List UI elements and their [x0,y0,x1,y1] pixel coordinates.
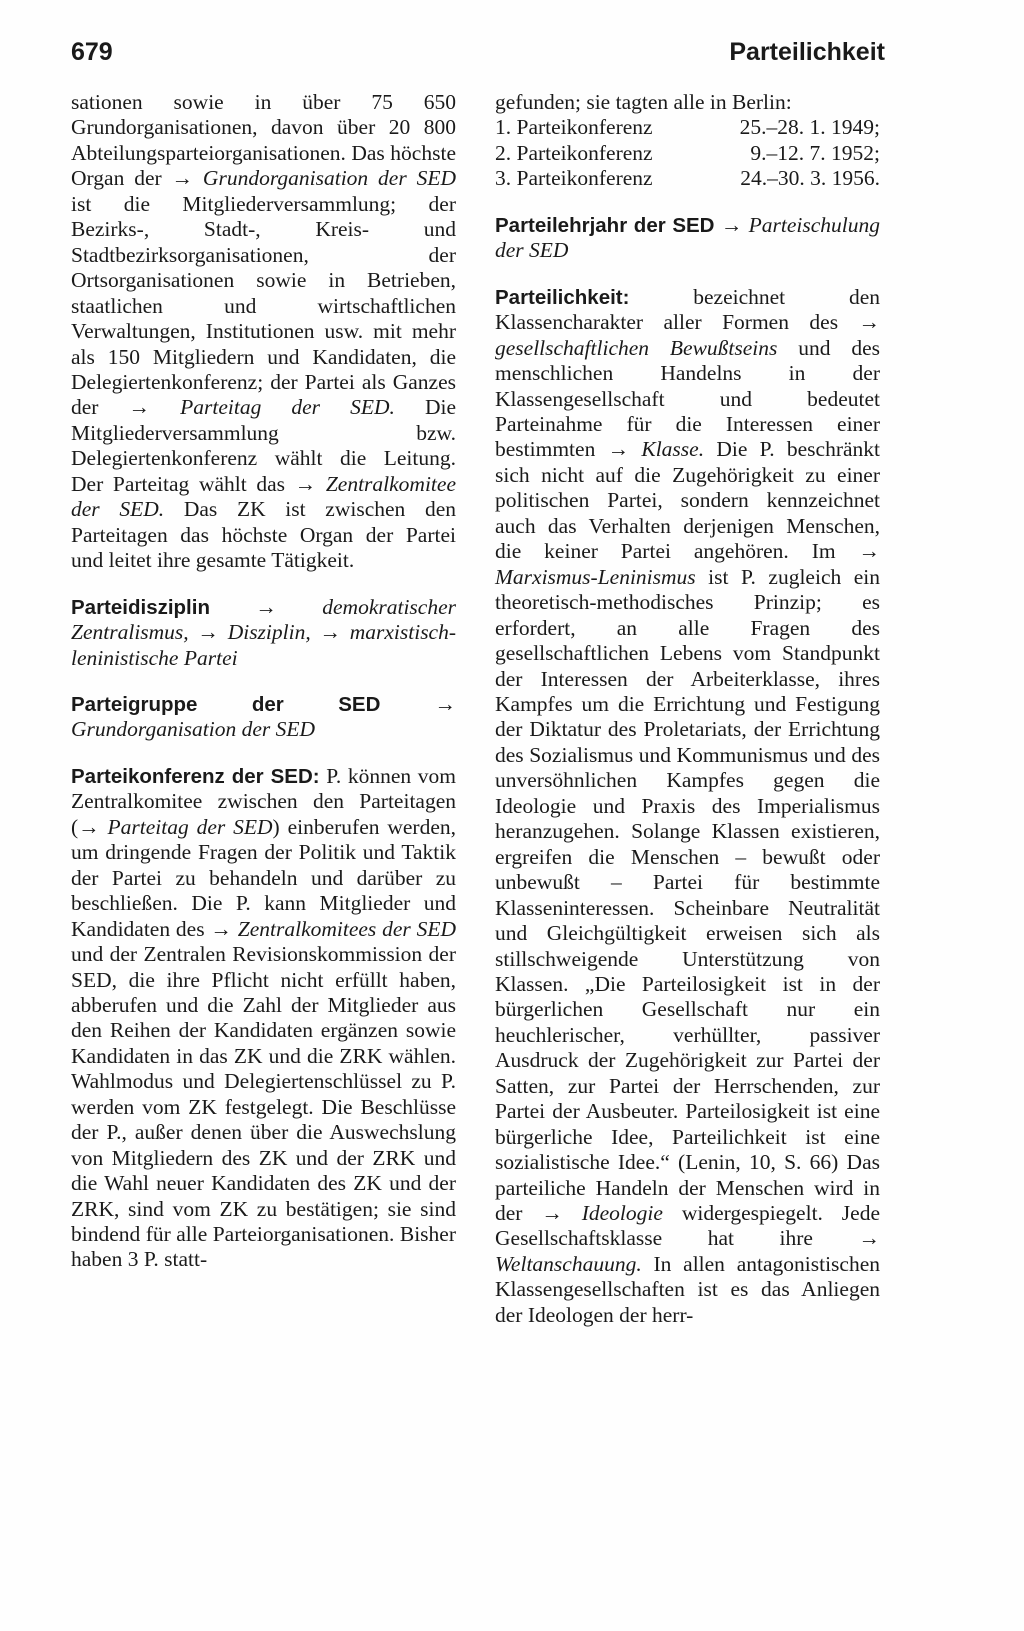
conference-label: 3. Parteikonferenz [495,166,653,191]
body-text: ist P. zugleich ein theoretisch-methodisches Prinzip; es erfordert, an alle Fragen des gesellschaftlichen Lebens vom Standpunkt der Interessen der Arbeiterklasse, ihres Kampfes um die Errichtung und Festigung der Diktatur des Proletariats, der Errichtung des Sozialismus und Kommunismus und des unversöhnlichen Kampfes gegen die Ideologie und Praxis des Imperialismus heranzugehen. Solange Klassen existieren, ergreifen die Menschen – bewußt oder unbewußt – Partei für bestimmte Klasseninteressen. Scheinbare Neutralität und Gleichgültigkeit erweisen sich als stillschweigende Unterstützung von Klassen. „Die Parteilosigkeit ist in der bürgerlichen Gesellschaft nur ein heuchlerischer, verhüllter, passiver Ausdruck der Zugehörigkeit zur Partei der Satten, zur Partei der Herrschenden, zur Partei der Ausbeuter. Parteilosigkeit ist eine bürgerliche Idee, Parteilichkeit ist eine sozialistische Idee.“ (Lenin, 10, S. 66) Das parteiliche Handeln der Menschen wird in der [495,564,880,1226]
body-text: ist die Mitgliederversammlung; der Bezirks-, Stadt-, Kreis- und Stadtbezirksorganisationen, der Ortsorganisationen sowie in Betrieben, staatlichen und wirtschaftlichen Verwaltungen, Institutionen usw. mit mehr als 150 Mitgliedern und Kandidaten, die Delegiertenkonferenz; der Partei als Ganzes der [71,191,456,420]
cross-reference: Zentralkomitees der SED [237,916,457,941]
cross-reference: Marxismus-Leninismus [495,564,696,589]
cross-reference: Ideologie [581,1201,663,1226]
headword: Parteidisziplin [71,595,210,619]
entry-parteigruppe [71,692,456,743]
arrow-icon: → [858,539,880,564]
cross-reference: demokratischer Zentralismus, [71,594,456,645]
left-column [71,90,456,1273]
body-text: bezeichnet den Klassencharakter aller Formen des [495,284,880,335]
running-head: Parteilichkeit [729,38,885,66]
cross-reference: Klasse. [641,437,705,462]
entry-parteilichkeit [495,285,880,1329]
cross-reference: Grundorganisation der SED [71,717,316,742]
cross-reference: marxistisch-leninistische Partei [71,620,457,670]
cross-reference: Grundorganisation der SED [202,166,456,191]
arrow-icon: → [210,916,238,941]
entry-parteikonferenz [71,764,456,1273]
conference-date: 25.–28. 1. 1949; [739,115,880,140]
right-column [495,90,880,1328]
arrow-icon: → [858,310,880,335]
body-text: und des menschlichen Handelns in der Klassengesellschaft und bedeutet Parteinahme für die Interessen einer bestimmten [495,335,880,462]
headword: Parteilehrjahr der SED [495,213,715,237]
conference-row [495,141,880,166]
arrow-icon: → [209,594,323,619]
cross-reference: Disziplin, [227,620,311,645]
conference-list [495,90,880,115]
arrow-icon: → [858,1226,880,1251]
conference-date: 9.–12. 7. 1952; [750,140,880,165]
headword: Parteilichkeit: [495,285,630,309]
body-text: und der Zentralen Revisionskommission der SED, die ihre Pflicht nicht erfüllt haben, abberufen und die Zahl der Mitglieder aus den Reihen der Kandidaten ergänzen sowie Kandidaten in das ZK und die ZRK wählen. Wahlmodus und Delegiertenschlüssel zu P. werden vom ZK festgelegt. Die Beschlüsse der P., außer denen über die Auswechslung von Mitgliedern des ZK und der ZRK und die Wahl neuer Kandidaten des ZK und der ZRK, sind vom ZK zu bestätigen; sie sind bindend für alle Parteiorganisationen. Bisher haben 3 P. statt- [71,942,456,1272]
entry-parteidisziplin [71,595,456,671]
conference-row [495,166,880,191]
arrow-icon: → [128,395,181,420]
body-text: Die P. beschränkt sich nicht auf die Zugehörigkeit zu einer politischen Partei, sondern kennzeichnet auch das Verhalten derjenigen Menschen, die keiner Partei angehören. Im [495,437,880,564]
body-text: widergespiegelt. Jede Gesellschaftsklasse hat ihre [495,1201,881,1251]
body-text: gefunden; sie tagten alle in Berlin: [495,90,792,114]
cross-reference: Zentralkomitee der SED. [71,471,456,522]
headword: Parteikonferenz der SED: [71,764,320,788]
entry-parteilehrjahr [495,213,880,264]
conference-date: 24.–30. 3. 1956. [740,166,880,191]
conference-label: 2. Parteikonferenz [495,140,653,165]
arrow-icon: → [294,471,326,496]
body-text: P. können vom Zentralkomitee zwischen den Parteitagen ( [71,763,456,839]
body-text: sationen sowie in über 75 650 Grundorganisationen, davon über 20 800 Abteilungsparteiorganisationen. Das höchste Organ der [71,90,456,191]
body-text: ) einberufen werden, um dringende Fragen der Politik und Taktik der Partei zu behandeln und darüber zu beschließen. Die P. kann Mitglieder und Kandidaten des [71,814,456,941]
arrow-icon: → [714,212,749,237]
cross-reference: Parteischulung der SED [495,212,880,263]
arrow-icon: → [541,1201,582,1226]
cross-reference: Weltanschauung. [495,1251,642,1276]
cross-reference: Parteitag der SED [107,814,273,839]
page-number: 679 [71,38,113,66]
headword: Parteigruppe der SED [71,692,381,716]
arrow-icon: → [171,166,203,191]
cross-reference: Parteitag der SED. [180,395,395,420]
conference-row [495,115,880,140]
body-text: Das ZK ist zwischen den Parteitagen das höchste Organ der Partei und leitet ihre gesamte Tätigkeit. [71,497,456,573]
arrow-icon: → [78,814,108,839]
arrow-icon: → [380,691,457,716]
cross-reference: gesellschaftlichen Bewußtseins [495,335,778,360]
body-text: In allen antagonistischen Klassengesellschaften ist es das Anliegen der Ideologen der herr- [495,1251,880,1327]
entry-continuation [71,90,456,574]
arrow-icon: → [607,437,642,462]
arrow-icon: → [188,620,228,645]
body-text: Die Mitgliederversammlung bzw. Delegiertenkonferenz wählt die Leitung. Der Parteitag wählt das [71,395,457,496]
conference-label: 1. Parteikonferenz [495,115,653,140]
arrow-icon: → [310,620,350,645]
